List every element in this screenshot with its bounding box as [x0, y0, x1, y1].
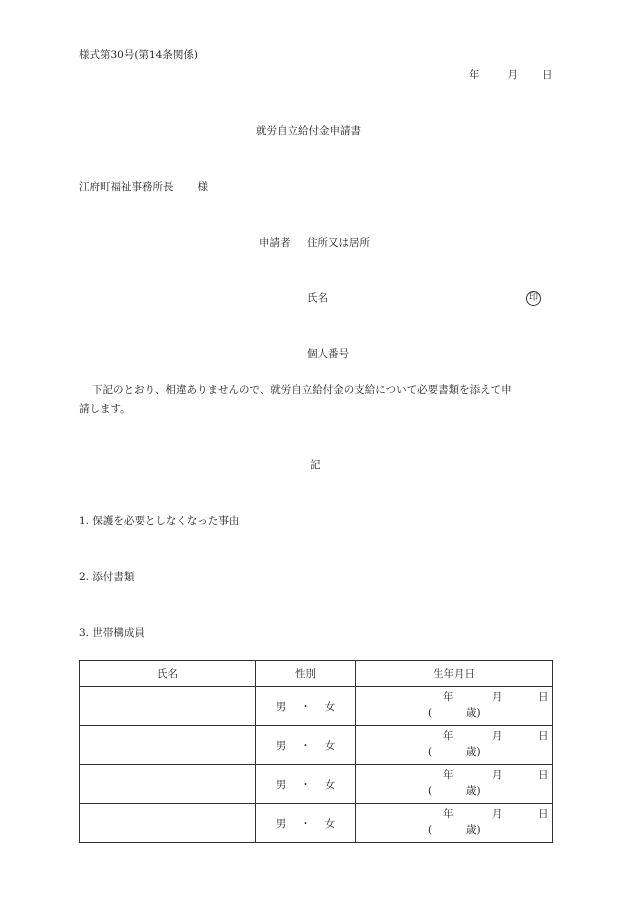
- member-name-cell[interactable]: [80, 765, 256, 804]
- table-header-row: [80, 661, 553, 687]
- table-row: [80, 726, 553, 765]
- gender-female[interactable]: 女: [324, 817, 336, 830]
- date-year: 年: [469, 69, 480, 81]
- header-name: 氏名: [80, 661, 256, 687]
- birth-year: 年: [443, 769, 454, 781]
- applicant-label: 申請者: [259, 237, 291, 249]
- member-birthdate-cell[interactable]: [356, 726, 553, 765]
- member-gender-cell[interactable]: [256, 804, 356, 843]
- birth-year: 年: [443, 808, 454, 820]
- item-attachments: 2. 添付書類: [79, 571, 135, 583]
- member-gender-cell[interactable]: [256, 687, 356, 726]
- member-name-cell[interactable]: [80, 804, 256, 843]
- gender-dot: ・: [300, 778, 311, 791]
- birth-month: 月: [492, 691, 503, 703]
- gender-female[interactable]: 女: [324, 739, 336, 752]
- addressee-name: 江府町福祉事務所長: [79, 181, 174, 193]
- age-open: (: [428, 824, 433, 836]
- personal-number-label: 個人番号: [307, 348, 349, 360]
- birth-day: 日: [538, 808, 549, 820]
- seal-mark: 印: [526, 291, 541, 306]
- gender-female[interactable]: 女: [324, 778, 336, 791]
- addressee-honorific: 様: [197, 181, 208, 193]
- date-line: [469, 69, 553, 82]
- gender-dot: ・: [300, 739, 311, 752]
- birth-day: 日: [538, 730, 549, 742]
- addressee: [79, 181, 208, 194]
- birth-year: 年: [443, 691, 454, 703]
- body-text-line2: 請します。: [79, 403, 131, 415]
- member-gender-cell[interactable]: [256, 726, 356, 765]
- age-label: 歳): [466, 707, 481, 719]
- item-household-members: 3. 世帯構成員: [79, 627, 145, 639]
- birth-day: 日: [538, 769, 549, 781]
- address-label: 住所又は居所: [307, 237, 370, 249]
- form-number: 様式第30号(第14条関係): [79, 49, 198, 61]
- age-open: (: [428, 746, 433, 758]
- birth-month: 月: [492, 769, 503, 781]
- member-birthdate-cell[interactable]: [356, 765, 553, 804]
- name-label: 氏名: [307, 292, 328, 304]
- birth-month: 月: [492, 730, 503, 742]
- document-title: 就労自立給付金申請書: [256, 125, 361, 137]
- gender-female[interactable]: 女: [324, 700, 336, 713]
- member-birthdate-cell[interactable]: [356, 804, 553, 843]
- gender-male[interactable]: 男: [275, 700, 287, 713]
- age-label: 歳): [466, 785, 481, 797]
- age-label: 歳): [466, 824, 481, 836]
- header-gender: 性別: [256, 661, 356, 687]
- gender-dot: ・: [300, 700, 311, 713]
- item-reason: 1. 保護を必要としなくなった事由: [79, 515, 240, 527]
- header-birthdate: 生年月日: [356, 661, 553, 687]
- member-name-cell[interactable]: [80, 726, 256, 765]
- gender-male[interactable]: 男: [275, 817, 287, 830]
- table-row: [80, 804, 553, 843]
- table-row: [80, 687, 553, 726]
- gender-male[interactable]: 男: [275, 778, 287, 791]
- birth-year: 年: [443, 730, 454, 742]
- member-gender-cell[interactable]: [256, 765, 356, 804]
- date-month: 月: [507, 69, 518, 81]
- age-open: (: [428, 707, 433, 719]
- date-day: 日: [542, 69, 553, 81]
- member-birthdate-cell[interactable]: [356, 687, 553, 726]
- gender-male[interactable]: 男: [275, 739, 287, 752]
- gender-dot: ・: [300, 817, 311, 830]
- ki-heading: 記: [310, 459, 321, 471]
- birth-month: 月: [492, 808, 503, 820]
- household-members-table: [79, 660, 553, 843]
- birth-day: 日: [538, 691, 549, 703]
- body-text-line1: 下記のとおり、相違ありませんので、就労自立給付金の支給について必要書類を添えて申: [92, 384, 512, 396]
- table-row: [80, 765, 553, 804]
- age-label: 歳): [466, 746, 481, 758]
- age-open: (: [428, 785, 433, 797]
- member-name-cell[interactable]: [80, 687, 256, 726]
